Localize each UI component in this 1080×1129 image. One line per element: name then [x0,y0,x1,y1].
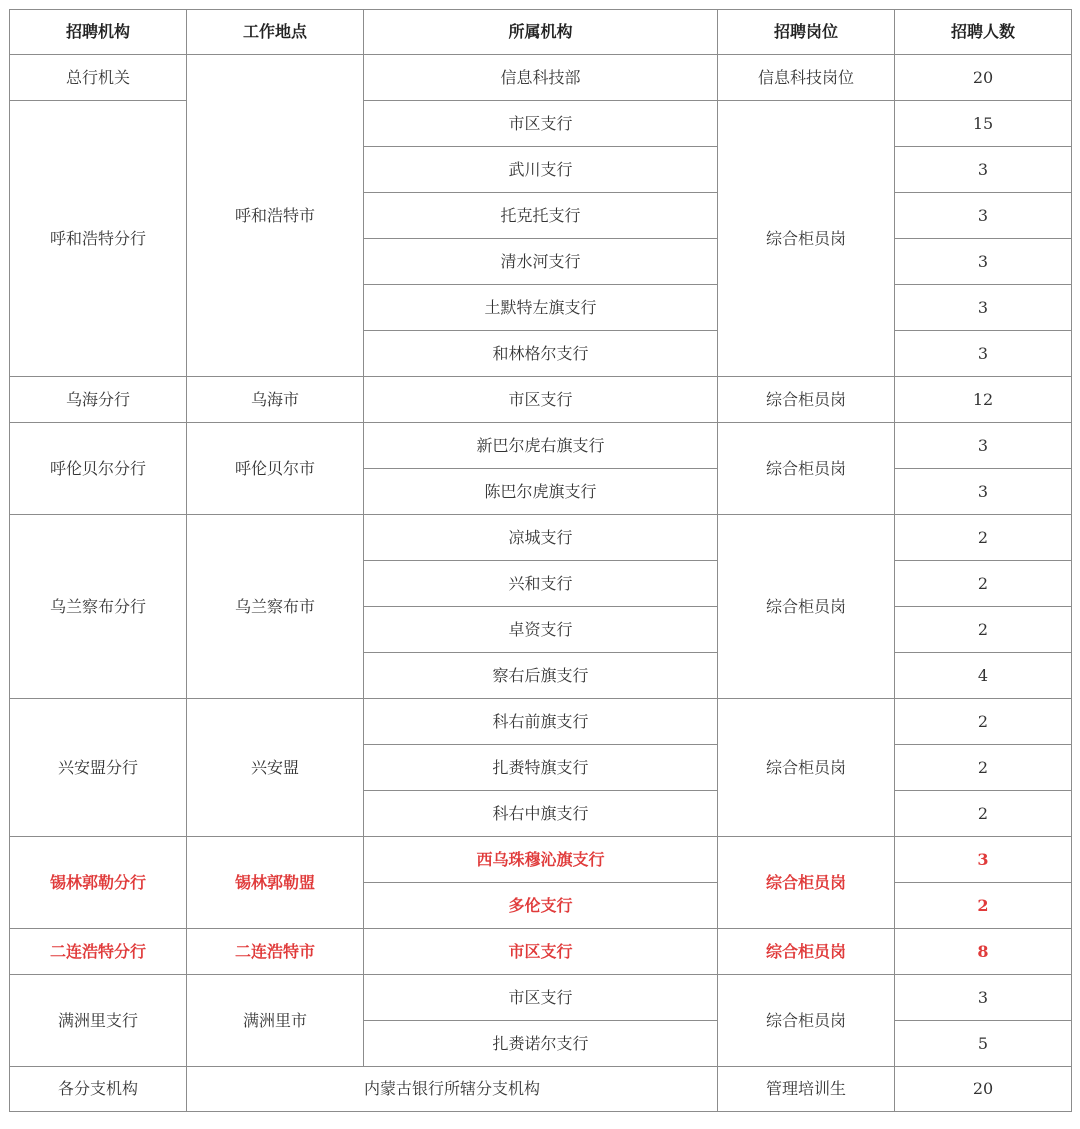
count-cell: 2 [895,699,1072,745]
location-cell: 呼伦贝尔市 [187,423,364,515]
institution-cell: 总行机关 [10,55,187,101]
table-row [10,377,1072,423]
header-institution: 招聘机构 [10,10,187,55]
position-cell: 综合柜员岗 [718,699,895,837]
affiliate-cell: 市区支行 [364,975,718,1021]
count-cell: 3 [895,331,1072,377]
count-cell: 20 [895,55,1072,101]
affiliate-cell: 内蒙古银行所辖分支机构 [187,1067,718,1112]
count-cell: 3 [895,147,1072,193]
institution-cell: 乌兰察布分行 [10,515,187,699]
header-position: 招聘岗位 [718,10,895,55]
header-location: 工作地点 [187,10,364,55]
position-cell: 信息科技岗位 [718,55,895,101]
table-row [10,975,1072,1021]
affiliate-cell: 兴和支行 [364,561,718,607]
count-cell: 3 [895,285,1072,331]
position-cell: 综合柜员岗 [718,837,895,929]
count-cell: 12 [895,377,1072,423]
position-cell: 综合柜员岗 [718,515,895,699]
affiliate-cell: 察右后旗支行 [364,653,718,699]
institution-cell: 兴安盟分行 [10,699,187,837]
location-cell: 兴安盟 [187,699,364,837]
location-cell: 锡林郭勒盟 [187,837,364,929]
affiliate-cell: 新巴尔虎右旗支行 [364,423,718,469]
affiliate-cell: 扎赉诺尔支行 [364,1021,718,1067]
affiliate-cell: 凉城支行 [364,515,718,561]
table-row [10,1067,1072,1112]
count-cell: 4 [895,653,1072,699]
count-cell: 15 [895,101,1072,147]
affiliate-cell: 科右前旗支行 [364,699,718,745]
table-row [10,55,1072,101]
count-cell: 2 [895,883,1072,929]
recruitment-table [9,9,1072,1112]
position-cell: 综合柜员岗 [718,377,895,423]
institution-cell: 呼伦贝尔分行 [10,423,187,515]
affiliate-cell: 西乌珠穆沁旗支行 [364,837,718,883]
affiliate-cell: 市区支行 [364,377,718,423]
affiliate-cell: 市区支行 [364,929,718,975]
affiliate-cell: 卓资支行 [364,607,718,653]
institution-cell: 乌海分行 [10,377,187,423]
header-row [10,10,1072,55]
position-cell: 综合柜员岗 [718,929,895,975]
location-cell: 二连浩特市 [187,929,364,975]
affiliate-cell: 清水河支行 [364,239,718,285]
count-cell: 3 [895,469,1072,515]
table-row [10,101,1072,147]
count-cell: 2 [895,791,1072,837]
location-cell: 乌海市 [187,377,364,423]
table-row [10,515,1072,561]
count-cell: 2 [895,515,1072,561]
count-cell: 2 [895,561,1072,607]
count-cell: 3 [895,975,1072,1021]
table-row-highlighted [10,837,1072,883]
affiliate-cell: 托克托支行 [364,193,718,239]
affiliate-cell: 土默特左旗支行 [364,285,718,331]
position-cell: 管理培训生 [718,1067,895,1112]
institution-cell: 各分支机构 [10,1067,187,1112]
affiliate-cell: 陈巴尔虎旗支行 [364,469,718,515]
count-cell: 20 [895,1067,1072,1112]
header-count: 招聘人数 [895,10,1072,55]
affiliate-cell: 和林格尔支行 [364,331,718,377]
count-cell: 8 [895,929,1072,975]
count-cell: 3 [895,193,1072,239]
affiliate-cell: 信息科技部 [364,55,718,101]
location-cell: 呼和浩特市 [187,55,364,377]
position-cell: 综合柜员岗 [718,423,895,515]
count-cell: 2 [895,607,1072,653]
count-cell: 5 [895,1021,1072,1067]
table-row-highlighted [10,929,1072,975]
count-cell: 3 [895,423,1072,469]
affiliate-cell: 科右中旗支行 [364,791,718,837]
institution-cell: 二连浩特分行 [10,929,187,975]
position-cell: 综合柜员岗 [718,101,895,377]
count-cell: 3 [895,239,1072,285]
count-cell: 3 [895,837,1072,883]
position-cell: 综合柜员岗 [718,975,895,1067]
institution-cell: 锡林郭勒分行 [10,837,187,929]
affiliate-cell: 武川支行 [364,147,718,193]
table-row [10,699,1072,745]
location-cell: 乌兰察布市 [187,515,364,699]
header-affiliate: 所属机构 [364,10,718,55]
table-row [10,423,1072,469]
affiliate-cell: 市区支行 [364,101,718,147]
location-cell: 满洲里市 [187,975,364,1067]
institution-cell: 满洲里支行 [10,975,187,1067]
institution-cell: 呼和浩特分行 [10,101,187,377]
affiliate-cell: 多伦支行 [364,883,718,929]
affiliate-cell: 扎赉特旗支行 [364,745,718,791]
count-cell: 2 [895,745,1072,791]
